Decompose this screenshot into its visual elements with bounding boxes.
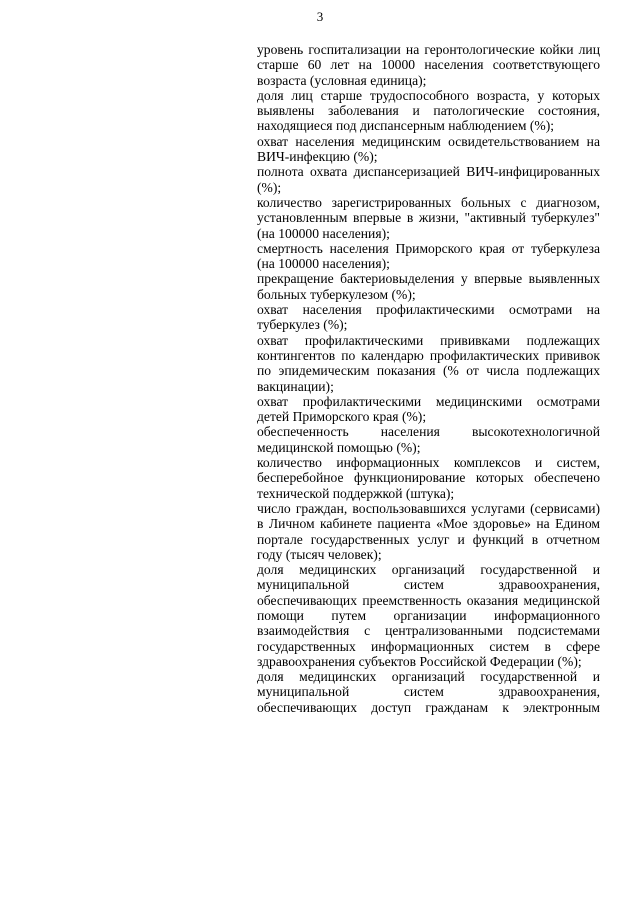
paragraph-bacterial-excretion-cessation: прекращение бактериовыделения у впервые выявленных больных туберкулезом (%); bbox=[257, 271, 600, 302]
paragraph-tuberculosis-incidence: количество зарегистрированных больных с диагнозом, установленным впервые в жизни, "активный туберкулез" (на 100000 населения); bbox=[257, 194, 600, 241]
paragraph-hiv-dispensary-coverage: полнота охвата диспансеризацией ВИЧ-инфицированных (%); bbox=[257, 164, 600, 195]
paragraph-tuberculosis-screening: охват населения профилактическими осмотрами на туберкулез (%); bbox=[257, 302, 600, 333]
paragraph-hiv-screening-coverage: охват населения медицинским освидетельствованием на ВИЧ-инфекцию (%); bbox=[257, 133, 600, 165]
document-body bbox=[257, 42, 600, 715]
paragraph-high-tech-care: обеспеченность населения высокотехнологичной медицинской помощью (%); bbox=[257, 424, 600, 455]
paragraph-information-systems-count: количество информационных комплексов и систем, бесперебойное функционирование которых обеспечено технической поддержкой (штука); bbox=[257, 455, 600, 501]
paragraph-electronic-access-share: доля медицинских организаций государственной и муниципальной систем здравоохранения, обеспечивающих доступ гражданам к электронным bbox=[257, 669, 600, 715]
paragraph-vaccination-coverage: охват профилактическими прививками подлежащих контингентов по календарю профилактических прививок по эпидемическим показания (% от числа подлежащих вакцинации); bbox=[257, 332, 600, 394]
paragraph-geriatric-hospitalization: уровень госпитализации на геронтологические койки лиц старше 60 лет на 10000 населения соответствующего возраста (условная единица); bbox=[257, 42, 600, 88]
paragraph-moe-zdorovie-users: число граждан, воспользовавшихся услугами (сервисами) в Личном кабинете пациента «Мое здоровье» на Едином портале государственных услуг и функций в отчетном году (тысяч человек); bbox=[257, 500, 600, 562]
paragraph-tuberculosis-mortality: смертность населения Приморского края от туберкулеза (на 100000 населения); bbox=[257, 240, 600, 272]
paragraph-information-interaction-share: доля медицинских организаций государственной и муниципальной систем здравоохранения, обеспечивающих преемственность оказания медицинской помощи путем организации информационного взаимодействия с централизованными подсистемами государственных информационных систем в сфере здравоохранения субъектов Российской Федерации (%); bbox=[257, 562, 600, 669]
page-number: 3 bbox=[316, 9, 324, 24]
paragraph-elderly-dispensary-observation: доля лиц старше трудоспособного возраста, у которых выявлены заболевания и патологические состояния, находящиеся под диспансерным наблюдением (%); bbox=[257, 87, 600, 134]
paragraph-children-checkups: охват профилактическими медицинскими осмотрами детей Приморского края (%); bbox=[257, 393, 600, 425]
